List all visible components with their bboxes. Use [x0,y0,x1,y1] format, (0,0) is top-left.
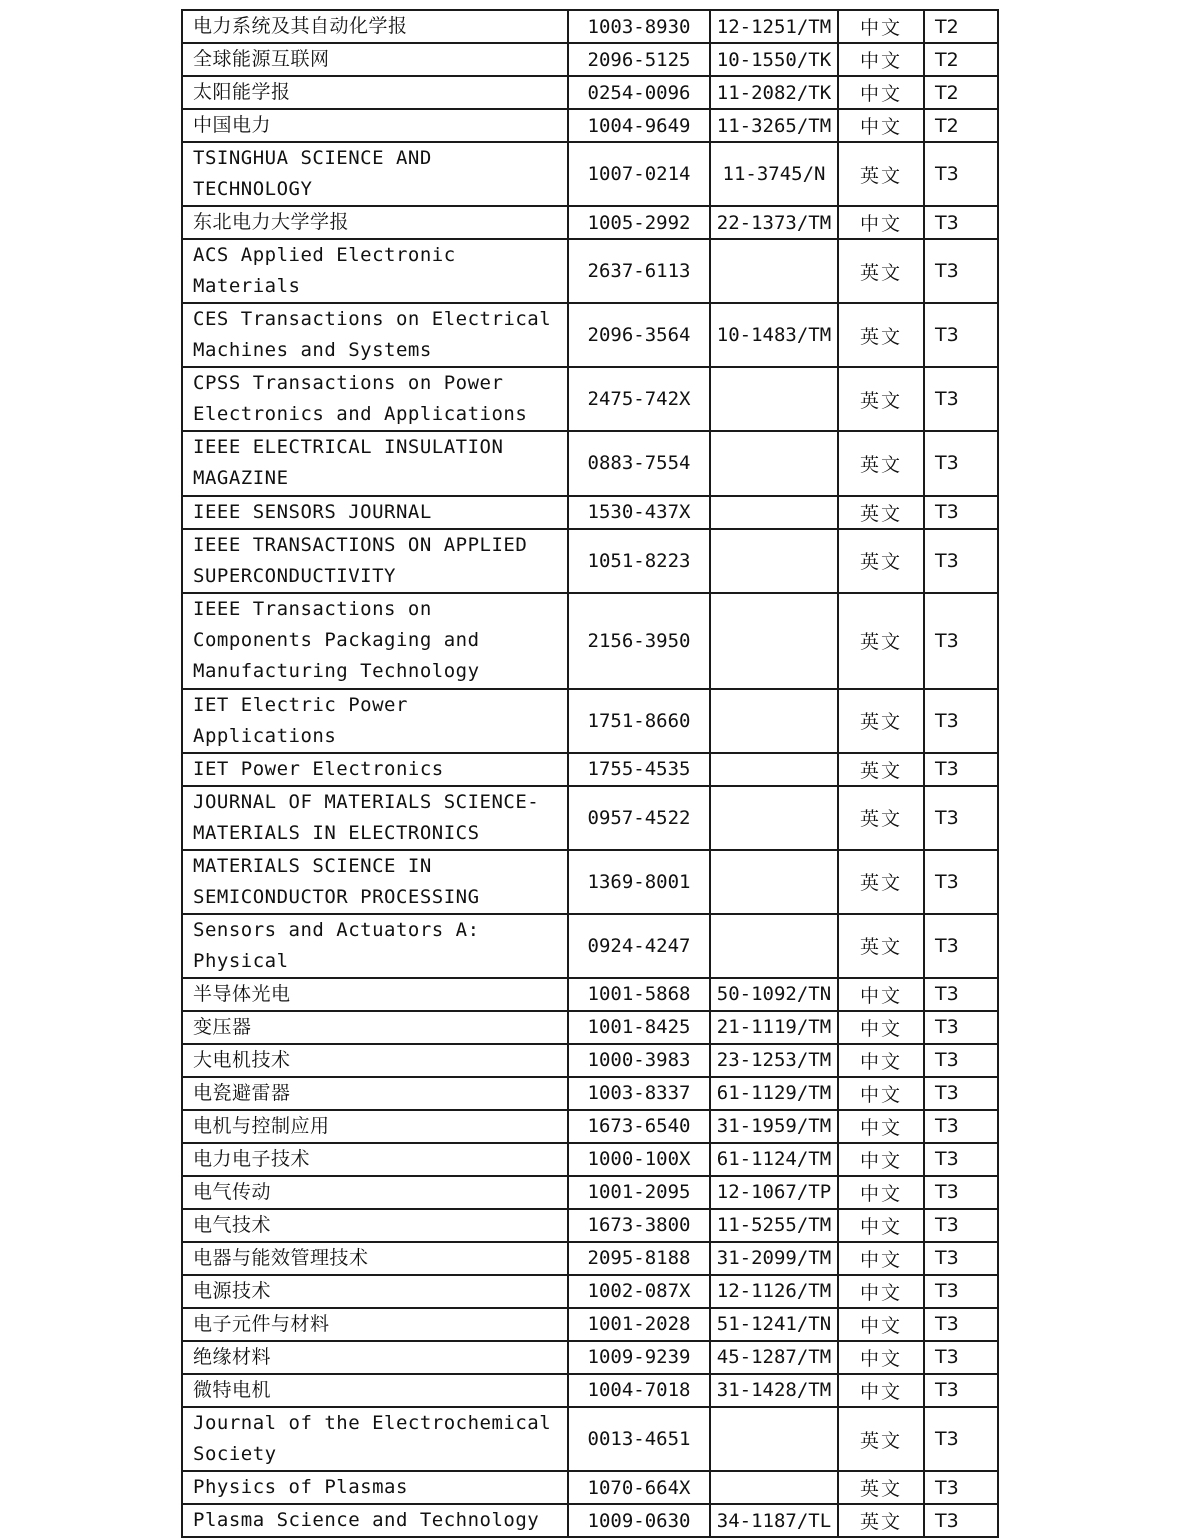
table-row [182,1308,998,1341]
cn-number-cell: 12-1067/TP [710,1176,838,1209]
cn-number-cell [710,529,838,593]
table-row [182,239,998,303]
cn-number-cell [710,239,838,303]
table-row [182,689,998,753]
language-cell: 中文 [838,1374,924,1407]
table-row [182,303,998,367]
cn-number-cell [710,1471,838,1504]
table-row [182,206,998,239]
journal-name-cell: 中国电力 [182,109,568,142]
cn-number-cell: 12-1126/TM [710,1275,838,1308]
issn-cell: 1009-9239 [568,1341,710,1374]
table-row [182,1471,998,1504]
journal-name-cell: 电力系统及其自动化学报 [182,10,568,43]
tier-cell: T3 [924,1341,998,1374]
tier-cell: T3 [924,1275,998,1308]
tier-cell: T3 [924,1374,998,1407]
journal-name-cell: 变压器 [182,1011,568,1044]
cn-number-cell [710,431,838,495]
journal-name-cell: 电瓷避雷器 [182,1077,568,1110]
issn-cell: 1051-8223 [568,529,710,593]
table-row [182,914,998,978]
issn-cell: 2096-5125 [568,43,710,76]
journal-table-body [182,10,998,1537]
tier-cell: T2 [924,10,998,43]
table-row [182,593,998,689]
journal-name-cell: 绝缘材料 [182,1341,568,1374]
language-cell: 英文 [838,786,924,850]
table-row [182,786,998,850]
cn-number-cell: 34-1187/TL [710,1504,838,1537]
table-row [182,142,998,206]
cn-number-cell: 10-1483/TM [710,303,838,367]
cn-number-cell: 23-1253/TM [710,1044,838,1077]
journal-name-cell: 大电机技术 [182,1044,568,1077]
journal-name-cell: MATERIALS SCIENCE IN SEMICONDUCTOR PROCESSING [182,850,568,914]
cn-number-cell [710,496,838,529]
table-row [182,1374,998,1407]
cn-number-cell [710,786,838,850]
tier-cell: T3 [924,431,998,495]
table-row [182,529,998,593]
language-cell: 英文 [838,1504,924,1537]
cn-number-cell [710,689,838,753]
journal-name-cell: IET Electric Power Applications [182,689,568,753]
language-cell: 英文 [838,431,924,495]
journal-name-cell: 电源技术 [182,1275,568,1308]
issn-cell: 1001-8425 [568,1011,710,1044]
issn-cell: 1001-5868 [568,978,710,1011]
journal-name-cell: 电力电子技术 [182,1143,568,1176]
table-row [182,850,998,914]
journal-name-cell: 太阳能学报 [182,76,568,109]
table-row [182,1011,998,1044]
journal-name-cell: 电气传动 [182,1176,568,1209]
journal-name-cell: 东北电力大学学报 [182,206,568,239]
cn-number-cell: 10-1550/TK [710,43,838,76]
table-row [182,1209,998,1242]
journal-name-cell: 电器与能效管理技术 [182,1242,568,1275]
tier-cell: T3 [924,1077,998,1110]
tier-cell: T3 [924,496,998,529]
language-cell: 中文 [838,43,924,76]
table-row [182,978,998,1011]
journal-name-cell: CPSS Transactions on Power Electronics and Applications [182,367,568,431]
journal-name-cell: JOURNAL OF MATERIALS SCIENCE-MATERIALS IN ELECTRONICS [182,786,568,850]
table-row [182,1407,998,1471]
journal-name-cell: 全球能源互联网 [182,43,568,76]
issn-cell: 1007-0214 [568,142,710,206]
journal-name-cell: IET Power Electronics [182,753,568,786]
issn-cell: 1004-9649 [568,109,710,142]
tier-cell: T3 [924,206,998,239]
language-cell: 英文 [838,593,924,689]
journal-name-cell: 微特电机 [182,1374,568,1407]
table-row [182,496,998,529]
language-cell: 中文 [838,1176,924,1209]
language-cell: 英文 [838,850,924,914]
tier-cell: T3 [924,529,998,593]
language-cell: 中文 [838,1209,924,1242]
issn-cell: 0254-0096 [568,76,710,109]
tier-cell: T3 [924,1471,998,1504]
cn-number-cell: 51-1241/TN [710,1308,838,1341]
table-row [182,43,998,76]
journal-name-cell: IEEE SENSORS JOURNAL [182,496,568,529]
tier-cell: T3 [924,689,998,753]
cn-number-cell: 22-1373/TM [710,206,838,239]
tier-cell: T2 [924,43,998,76]
issn-cell: 1673-3800 [568,1209,710,1242]
tier-cell: T3 [924,850,998,914]
journal-name-cell: 电气技术 [182,1209,568,1242]
issn-cell: 1001-2095 [568,1176,710,1209]
issn-cell: 1369-8001 [568,850,710,914]
cn-number-cell [710,914,838,978]
issn-cell: 2637-6113 [568,239,710,303]
journal-name-cell: Journal of the Electrochemical Society [182,1407,568,1471]
tier-cell: T3 [924,142,998,206]
table-row [182,367,998,431]
table-row [182,1176,998,1209]
tier-cell: T3 [924,1242,998,1275]
language-cell: 中文 [838,10,924,43]
issn-cell: 1000-100X [568,1143,710,1176]
cn-number-cell: 45-1287/TM [710,1341,838,1374]
table-row [182,1077,998,1110]
cn-number-cell: 12-1251/TM [710,10,838,43]
cn-number-cell: 61-1124/TM [710,1143,838,1176]
journal-name-cell: Physics of Plasmas [182,1471,568,1504]
table-row [182,109,998,142]
table-row [182,1341,998,1374]
journal-table [181,9,999,1538]
tier-cell: T3 [924,1176,998,1209]
issn-cell: 1755-4535 [568,753,710,786]
language-cell: 中文 [838,109,924,142]
issn-cell: 1000-3983 [568,1044,710,1077]
language-cell: 英文 [838,496,924,529]
issn-cell: 0957-4522 [568,786,710,850]
issn-cell: 1004-7018 [568,1374,710,1407]
language-cell: 中文 [838,978,924,1011]
table-row [182,1504,998,1537]
table-row [182,1275,998,1308]
language-cell: 英文 [838,1407,924,1471]
language-cell: 英文 [838,914,924,978]
language-cell: 英文 [838,529,924,593]
tier-cell: T3 [924,367,998,431]
cn-number-cell: 61-1129/TM [710,1077,838,1110]
language-cell: 中文 [838,1011,924,1044]
tier-cell: T3 [924,1044,998,1077]
language-cell: 英文 [838,367,924,431]
issn-cell: 0883-7554 [568,431,710,495]
table-row [182,76,998,109]
language-cell: 中文 [838,206,924,239]
issn-cell: 1001-2028 [568,1308,710,1341]
cn-number-cell: 11-3265/TM [710,109,838,142]
language-cell: 中文 [838,1275,924,1308]
journal-name-cell: TSINGHUA SCIENCE AND TECHNOLOGY [182,142,568,206]
tier-cell: T3 [924,1011,998,1044]
issn-cell: 0924-4247 [568,914,710,978]
journal-name-cell: IEEE Transactions on Components Packaging and Manufacturing Technology [182,593,568,689]
language-cell: 英文 [838,1471,924,1504]
tier-cell: T3 [924,1308,998,1341]
journal-name-cell: 电子元件与材料 [182,1308,568,1341]
tier-cell: T3 [924,1110,998,1143]
cn-number-cell [710,850,838,914]
issn-cell: 1070-664X [568,1471,710,1504]
language-cell: 中文 [838,1143,924,1176]
tier-cell: T3 [924,753,998,786]
issn-cell: 1673-6540 [568,1110,710,1143]
issn-cell: 2156-3950 [568,593,710,689]
language-cell: 中文 [838,1077,924,1110]
language-cell: 中文 [838,1242,924,1275]
table-row [182,1110,998,1143]
cn-number-cell: 31-1428/TM [710,1374,838,1407]
journal-name-cell: 电机与控制应用 [182,1110,568,1143]
cn-number-cell: 11-3745/N [710,142,838,206]
language-cell: 中文 [838,76,924,109]
language-cell: 中文 [838,1341,924,1374]
cn-number-cell [710,593,838,689]
table-row [182,10,998,43]
issn-cell: 1005-2992 [568,206,710,239]
issn-cell: 1751-8660 [568,689,710,753]
tier-cell: T2 [924,109,998,142]
tier-cell: T3 [924,1209,998,1242]
journal-name-cell: CES Transactions on Electrical Machines and Systems [182,303,568,367]
language-cell: 英文 [838,239,924,303]
language-cell: 英文 [838,689,924,753]
issn-cell: 1530-437X [568,496,710,529]
cn-number-cell: 31-2099/TM [710,1242,838,1275]
issn-cell: 2096-3564 [568,303,710,367]
language-cell: 中文 [838,1308,924,1341]
tier-cell: T3 [924,914,998,978]
tier-cell: T3 [924,1407,998,1471]
issn-cell: 2475-742X [568,367,710,431]
table-row [182,1242,998,1275]
issn-cell: 1003-8337 [568,1077,710,1110]
journal-name-cell: IEEE TRANSACTIONS ON APPLIED SUPERCONDUCTIVITY [182,529,568,593]
journal-name-cell: IEEE ELECTRICAL INSULATION MAGAZINE [182,431,568,495]
journal-name-cell: Plasma Science and Technology [182,1504,568,1537]
journal-name-cell: 半导体光电 [182,978,568,1011]
cn-number-cell: 11-2082/TK [710,76,838,109]
issn-cell: 0013-4651 [568,1407,710,1471]
cn-number-cell: 50-1092/TN [710,978,838,1011]
language-cell: 中文 [838,1044,924,1077]
tier-cell: T3 [924,786,998,850]
language-cell: 中文 [838,1110,924,1143]
issn-cell: 1003-8930 [568,10,710,43]
table-row [182,1044,998,1077]
issn-cell: 1002-087X [568,1275,710,1308]
table-row [182,753,998,786]
issn-cell: 2095-8188 [568,1242,710,1275]
tier-cell: T3 [924,1504,998,1537]
journal-name-cell: Sensors and Actuators A: Physical [182,914,568,978]
cn-number-cell [710,753,838,786]
issn-cell: 1009-0630 [568,1504,710,1537]
tier-cell: T3 [924,239,998,303]
table-row [182,1143,998,1176]
language-cell: 英文 [838,753,924,786]
table-row [182,431,998,495]
cn-number-cell: 11-5255/TM [710,1209,838,1242]
cn-number-cell [710,367,838,431]
tier-cell: T3 [924,1143,998,1176]
language-cell: 英文 [838,142,924,206]
tier-cell: T2 [924,76,998,109]
tier-cell: T3 [924,303,998,367]
cn-number-cell: 21-1119/TM [710,1011,838,1044]
language-cell: 英文 [838,303,924,367]
tier-cell: T3 [924,978,998,1011]
cn-number-cell: 31-1959/TM [710,1110,838,1143]
cn-number-cell [710,1407,838,1471]
tier-cell: T3 [924,593,998,689]
journal-name-cell: ACS Applied Electronic Materials [182,239,568,303]
